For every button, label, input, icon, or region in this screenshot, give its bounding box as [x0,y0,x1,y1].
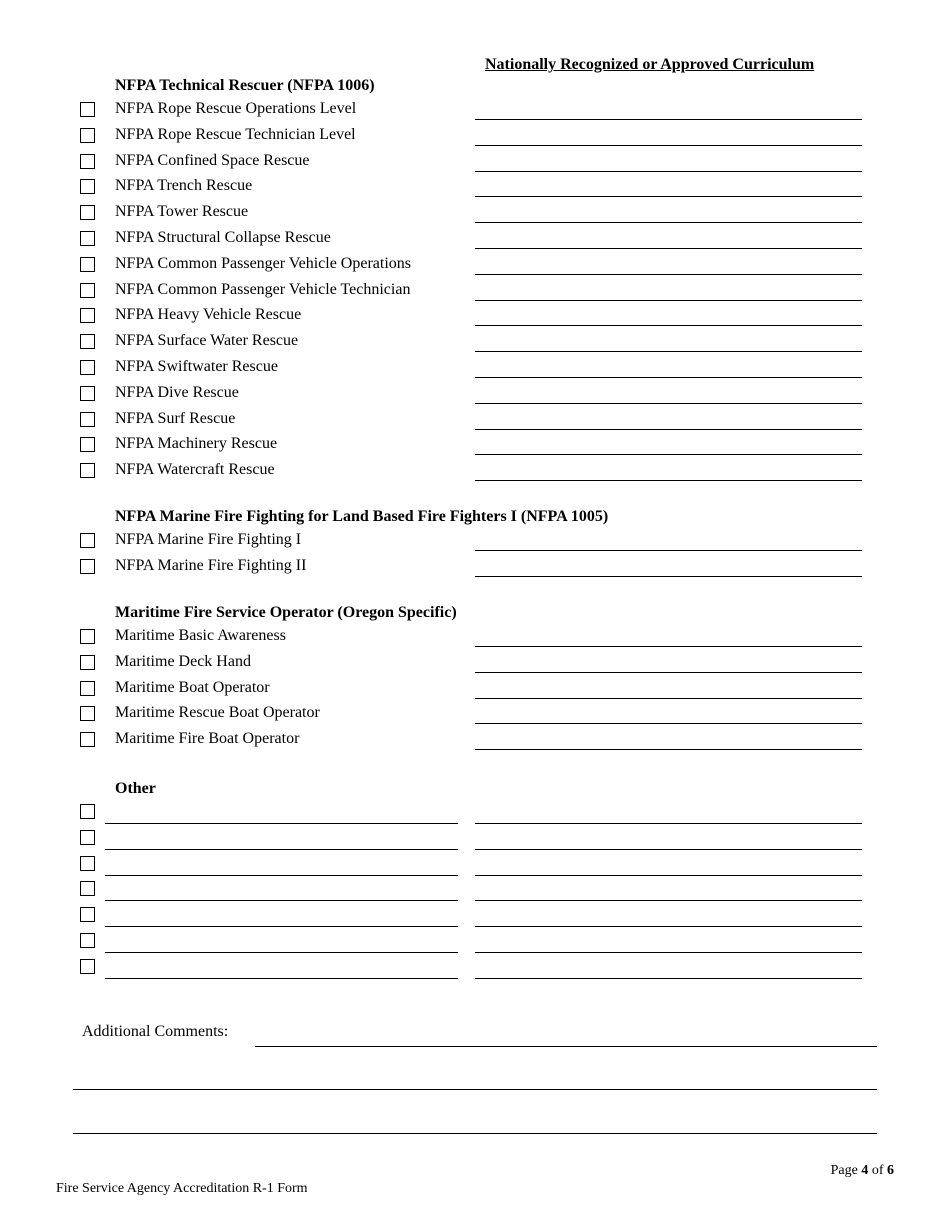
curriculum-input-line[interactable] [475,849,862,850]
additional-comments-line-1[interactable] [255,1046,877,1047]
checklist-row [0,331,950,357]
curriculum-input-line[interactable] [475,325,862,326]
curriculum-input-line[interactable] [475,145,862,146]
item-label: NFPA Surf Rescue [115,409,236,427]
checklist-row [0,460,950,486]
checkbox[interactable] [80,412,95,427]
other-name-input-line[interactable] [105,978,458,979]
curriculum-input-line[interactable] [475,576,862,577]
checklist-row [0,703,950,729]
other-row [0,803,950,829]
checkbox[interactable] [80,334,95,349]
checkbox[interactable] [80,732,95,747]
checkbox[interactable] [80,179,95,194]
item-label: NFPA Machinery Rescue [115,435,278,453]
checkbox[interactable] [80,706,95,721]
item-label: NFPA Confined Space Rescue [115,151,310,169]
curriculum-input-line[interactable] [475,749,862,750]
item-label: Maritime Boat Operator [115,678,270,696]
checkbox[interactable] [80,959,95,974]
other-name-input-line[interactable] [105,952,458,953]
curriculum-input-line[interactable] [475,196,862,197]
checkbox[interactable] [80,205,95,220]
checkbox[interactable] [80,655,95,670]
checklist-row [0,99,950,125]
curriculum-input-line[interactable] [475,480,862,481]
curriculum-input-line[interactable] [475,171,862,172]
item-label: Maritime Fire Boat Operator [115,730,300,748]
checklist-row [0,383,950,409]
checklist-row [0,434,950,460]
curriculum-input-line[interactable] [475,351,862,352]
item-label: NFPA Rope Rescue Operations Level [115,100,357,117]
section-title: NFPA Marine Fire Fighting for Land Based Fire Fighters I (NFPA 1005) [115,508,609,525]
checkbox[interactable] [80,804,95,819]
checkbox[interactable] [80,533,95,548]
curriculum-input-line[interactable] [475,823,862,824]
item-label: NFPA Swiftwater Rescue [115,358,278,375]
page-of: of [868,1163,887,1178]
checkbox[interactable] [80,154,95,169]
item-label: NFPA Marine Fire Fighting II [115,556,307,574]
item-label: NFPA Trench Rescue [115,177,253,195]
curriculum-input-line[interactable] [475,274,862,275]
other-row [0,855,950,881]
checklist-row [0,729,950,755]
item-label: NFPA Surface Water Rescue [115,332,299,350]
checkbox[interactable] [80,231,95,246]
curriculum-input-line[interactable] [475,926,862,927]
page-number [831,1163,894,1179]
checkbox[interactable] [80,102,95,117]
checklist-row [0,228,950,254]
curriculum-input-line[interactable] [475,300,862,301]
other-row [0,880,950,906]
checkbox[interactable] [80,437,95,452]
item-label: NFPA Dive Rescue [115,383,239,401]
checkbox[interactable] [80,681,95,696]
additional-comments-line-3[interactable] [73,1133,877,1134]
checklist-row [0,176,950,202]
additional-comments-line-2[interactable] [73,1089,877,1090]
checkbox[interactable] [80,856,95,871]
checkbox[interactable] [80,830,95,845]
curriculum-column-header: Nationally Recognized or Approved Curriculum [485,56,815,73]
checkbox[interactable] [80,629,95,644]
checkbox[interactable] [80,360,95,375]
curriculum-input-line[interactable] [475,119,862,120]
curriculum-input-line[interactable] [475,454,862,455]
checkbox[interactable] [80,463,95,478]
item-label: NFPA Common Passenger Vehicle Operations [115,254,411,272]
item-label: NFPA Structural Collapse Rescue [115,229,331,246]
page-total: 6 [887,1163,894,1178]
checklist-row [0,652,950,678]
curriculum-input-line[interactable] [475,248,862,249]
checklist-row [0,530,950,556]
item-label: NFPA Rope Rescue Technician Level [115,125,356,143]
checklist-row [0,626,950,652]
other-row [0,932,950,958]
curriculum-input-line[interactable] [475,900,862,901]
form-name: Fire Service Agency Accreditation R-1 Form [56,1181,308,1196]
other-row [0,958,950,984]
checkbox[interactable] [80,308,95,323]
checklist-row [0,357,950,383]
item-label: Maritime Rescue Boat Operator [115,704,320,722]
curriculum-input-line[interactable] [475,403,862,404]
checklist-row [0,254,950,280]
item-label: Maritime Deck Hand [115,652,251,670]
checklist-row [0,125,950,151]
section-title: Other [115,780,156,797]
curriculum-input-line[interactable] [475,952,862,953]
item-label: Maritime Basic Awareness [115,627,286,644]
additional-comments-label: Additional Comments: [82,1023,229,1040]
checkbox[interactable] [80,283,95,298]
other-row [0,906,950,932]
checkbox[interactable] [80,881,95,896]
other-name-input-line[interactable] [105,823,458,824]
curriculum-input-line[interactable] [475,222,862,223]
checklist-row [0,556,950,582]
curriculum-input-line[interactable] [475,978,862,979]
other-name-input-line[interactable] [105,900,458,901]
checklist-row [0,305,950,331]
curriculum-input-line[interactable] [475,672,862,673]
checklist-row [0,409,950,435]
checklist-row [0,151,950,177]
checkbox[interactable] [80,559,95,574]
page-current: 4 [861,1163,869,1178]
other-row [0,829,950,855]
curriculum-input-line[interactable] [475,875,862,876]
curriculum-input-line[interactable] [475,698,862,699]
checklist-row [0,280,950,306]
item-label: NFPA Marine Fire Fighting I [115,531,302,548]
item-label: NFPA Tower Rescue [115,203,249,221]
curriculum-input-line[interactable] [475,723,862,724]
section-title: Maritime Fire Service Operator (Oregon Specific) [115,604,457,621]
item-label: NFPA Heavy Vehicle Rescue [115,306,302,324]
item-label: NFPA Watercraft Rescue [115,461,275,479]
curriculum-input-line[interactable] [475,550,862,551]
checklist-row [0,678,950,704]
other-name-input-line[interactable] [105,875,458,876]
other-name-input-line[interactable] [105,926,458,927]
curriculum-input-line[interactable] [475,377,862,378]
curriculum-input-line[interactable] [475,646,862,647]
checkbox[interactable] [80,933,95,948]
checkbox[interactable] [80,386,95,401]
page-prefix: Page [830,1163,862,1178]
checkbox[interactable] [80,257,95,272]
curriculum-input-line[interactable] [475,429,862,430]
checklist-row [0,202,950,228]
section-title: NFPA Technical Rescuer (NFPA 1006) [115,77,375,94]
checkbox[interactable] [80,907,95,922]
item-label: NFPA Common Passenger Vehicle Technician [115,280,411,298]
other-name-input-line[interactable] [105,849,458,850]
checkbox[interactable] [80,128,95,143]
